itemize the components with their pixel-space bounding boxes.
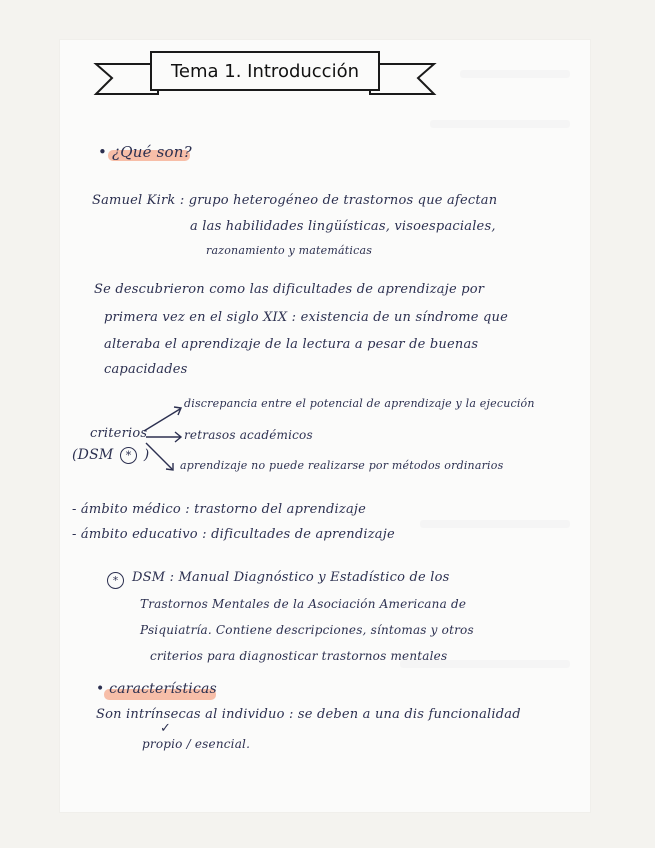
check-icon: ✓ [160, 721, 172, 736]
criterio-2: retrasos académicos [184, 428, 313, 442]
descubren-line-1: Se descubrieron como las dificultades de aprendizaje por [94, 282, 485, 297]
heading-que-son: • ¿Qué son? [98, 143, 192, 161]
bleed-through [430, 120, 570, 128]
descubren-line-4: capacidades [104, 362, 188, 377]
ambito-medico: - ámbito médico : trastorno del aprendizaje [72, 502, 367, 517]
dsm-note-star-icon: * [107, 572, 124, 589]
banner-left-ribbon [96, 64, 158, 94]
kirk-line-1: Samuel Kirk : grupo heterogéneo de trastornos que afectan [92, 193, 498, 208]
heading-caracteristicas: • características [96, 681, 217, 697]
criterios-label: criterios [90, 426, 148, 441]
dsm-note-2: Trastornos Mentales de la Asociación Americana de [140, 597, 467, 611]
ambito-educativo: - ámbito educativo : dificultades de aprendizaje [72, 527, 395, 542]
descubren-line-2: primera vez en el siglo XIX : existencia de un síndrome que [104, 310, 508, 325]
dsm-star-icon: * [120, 447, 137, 464]
criterio-3: aprendizaje no puede realizarse por métodos ordinarios [180, 459, 504, 472]
intrinseca-line: Son intrínsecas al individuo : se deben a una dis funcionalidad [96, 707, 521, 722]
dsm-note-3: Psiquiatría. Contiene descripciones, síntomas y otros [140, 623, 474, 637]
dsm-label [72, 447, 149, 464]
bleed-through [420, 520, 570, 528]
criterio-1: discrepancia entre el potencial de aprendizaje y la ejecución [184, 397, 535, 410]
dsm-close-text: ) [143, 447, 150, 463]
title-text: Tema 1. Introducción [170, 60, 360, 82]
descubren-line-3: alteraba el aprendizaje de la lectura a pesar de buenas [104, 337, 479, 352]
page-title [150, 51, 380, 91]
dsm-note-4: criterios para diagnosticar trastornos mentales [150, 649, 448, 663]
arrow-up [144, 409, 180, 431]
dsm-open-text: (DSM [72, 447, 114, 463]
propio-line: propio / esencial. [142, 737, 251, 751]
kirk-line-3: razonamiento y matemáticas [206, 244, 373, 257]
dsm-note-1: DSM : Manual Diagnóstico y Estadístico de los [132, 570, 450, 585]
kirk-line-2: a las habilidades lingüísticas, visoespaciales, [190, 219, 496, 234]
bleed-through [460, 70, 570, 78]
arrow-down [143, 443, 172, 469]
